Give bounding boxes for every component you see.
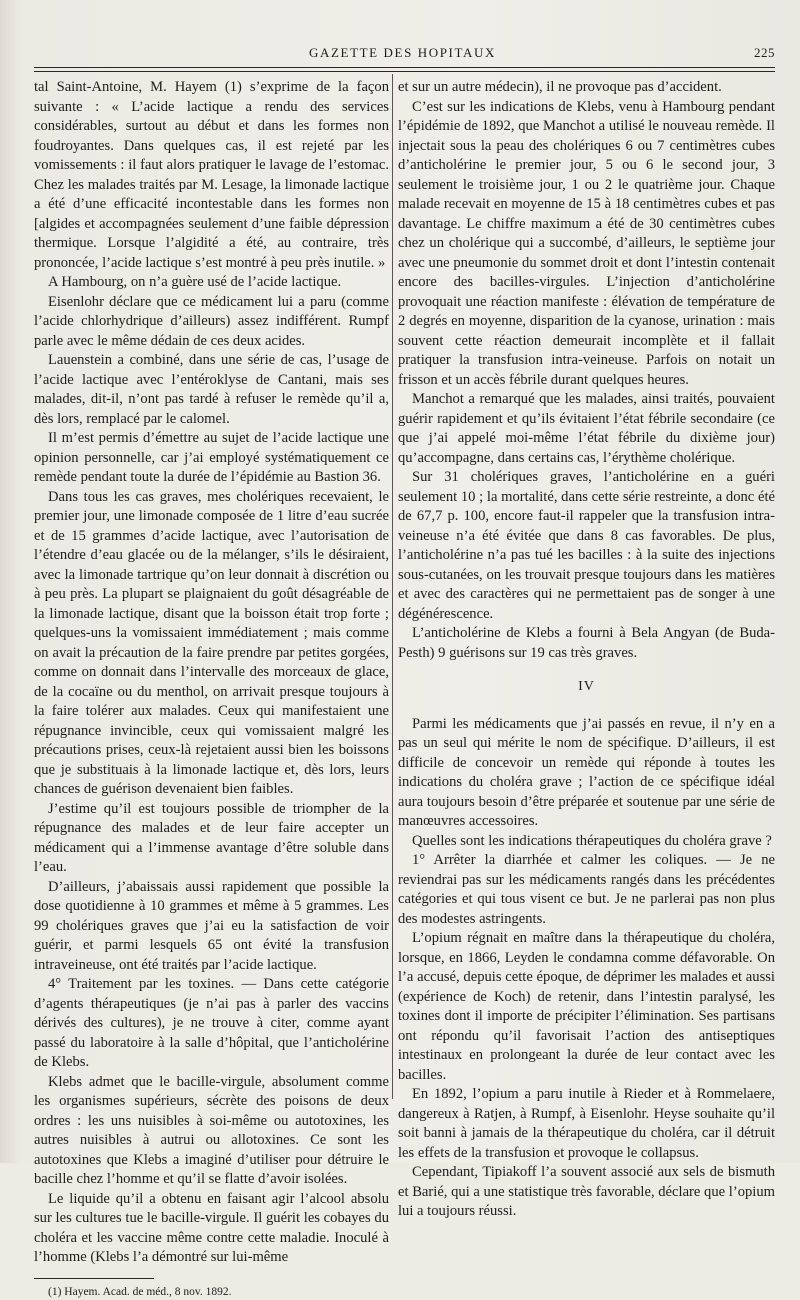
paragraph: Parmi les médicaments que j’ai passés en revue, il n’y en a pas un seul qui mérite le nom de spécifique. D’ailleurs, il est difficile de concevoir un remède qui réponde à toutes les indications du choléra grave ; l’action de ce spécifique idéal aura toujours besoin d’être préparée et soutenue par une série de manœuvres accessoires. bbox=[398, 715, 775, 829]
paragraph: Klebs admet que le bacille-virgule, absolument comme les organismes supérieurs, sécrète des poisons de deux ordres : les uns nuisibles à soi-même ou autotoxines, les autres nuisibles à autrui ou allotoxines. Ce sont les autotoxines que Klebs a imaginé d’utiliser pour détruire le bacille chez l’homme et qu’il se flatte d’avoir isolées. bbox=[34, 1073, 389, 1187]
paragraph: En 1892, l’opium a paru inutile à Rieder et à Rommelaere, dangereux à Ratjen, à Rumpf, à Eisenlohr. Heyse souhaite qu’il soit banni à jamais de la thérapeutique du choléra, car il détruit les effets de la transfusion et provoque le collapsus. bbox=[398, 1086, 775, 1161]
footnote-rule bbox=[34, 1278, 154, 1279]
paragraph: Quelles sont les indications thérapeutiques du choléra grave ? bbox=[412, 832, 772, 849]
paragraph: A Hambourg, on n’a guère usé de l’acide lactique. bbox=[48, 274, 342, 290]
paragraph: J’estime qu’il est toujours possible de triompher de la répugnance des malades et de leur faire accepter un médicament qui a l’immense avantage d’être soluble dans l’eau. bbox=[34, 800, 389, 875]
paragraph: 4° Traitement par les toxines. — Dans cette catégorie d’agents thérapeutiques (je n’ai pas à parler des vaccins dérivés des cultures), je ne trouve à citer, comme ayant passé du laboratoire à la salle d’hôpital, que l’anticholérine de Klebs. bbox=[34, 976, 389, 1070]
header-rule-thin bbox=[34, 71, 775, 72]
paragraph: Sur 31 cholériques graves, l’anticholérine en a guéri seulement 10 ; la mortalité, dans cette série restreinte, a donc été de 67,7 p. 100, encore faut-il rappeler que la transfusion intra-veineuse n’a été évitée que dans 8 cas favorables. De plus, l’anticholérine n’a pas tué les bacilles : à la suite des injections sous-cutanées, on les trouvait presque toujours dans les matières et avec des caractères qui ne permettaient pas de songer à une dégénérescence. bbox=[398, 469, 775, 622]
footnote: (1) Hayem. Acad. de méd., 8 nov. 1892. bbox=[48, 1285, 232, 1298]
paragraph: Manchot a remarqué que les malades, ainsi traités, pouvaient guérir rapidement et qu’ils évitaient l’état fébrile secondaire (ce que j’ai appelé moi-même l’état fébrile du dixième jour) qu’accompagne, dans certains cas, l’érythème cholérique. bbox=[398, 391, 775, 466]
paragraph: Eisenlohr déclare que ce médicament lui a paru (comme l’acide chlorhydrique d’ailleurs) assez indifférent. Rumpf parle avec le même dédain de ces deux acides. bbox=[34, 293, 389, 349]
paragraph: D’ailleurs, j’abaissais aussi rapidement que possible la dose quotidienne à 10 grammes et même à 5 grammes. Les 99 cholériques graves que j’ai eu la satisfaction de voir guérir, et parmi lesquels 65 ont évité la transfusion intraveineuse, ont été traités par l’acide lactique. bbox=[34, 878, 389, 973]
column-divider bbox=[392, 74, 393, 1099]
header-rule-thick bbox=[34, 67, 775, 68]
section-heading: IV bbox=[578, 679, 595, 694]
paragraph: L’opium régnait en maître dans la thérapeutique du choléra, lorsque, en 1866, Leyden le condamna comme défavorable. On l’a accusé, depuis cette époque, de déprimer les malades et aussi (expérience de Koch) de retenir, dans l’intestin paralysé, les toxines dont il importe de précipiter l’élimination. Ses partisans ont répondu qu’il favorisait l’action des antiseptiques intestinaux en prolongeant la durée de leur contact avec les bacilles. bbox=[398, 930, 775, 1083]
paragraph: Lauenstein a combiné, dans une série de cas, l’usage de l’acide lactique avec l’entéroklyse de Cantani, mais ses malades, dit-il, n’ont pas tardé à refuser le remède qu’il a, dès lors, remplacé par le calomel. bbox=[34, 352, 389, 427]
paragraph: et sur un autre médecin), il ne provoque pas d’accident. bbox=[398, 79, 722, 95]
paragraph: L’anticholérine de Klebs a fourni à Bela Angyan (de Buda-Pesth) 9 guérisons sur 19 cas très graves. bbox=[398, 625, 775, 661]
paragraph: tal Saint-Antoine, M. Hayem (1) s’exprime de la façon suivante : « L’acide lactique a rendu des services considérables, surtout au début et dans les formes non foudroyantes. Dans quelques cas, il est rejeté par les vomissements : il faut alors pratiquer le lavage de l’estomac. Chez les malades traités par M. Lesage, la limonade lactique a été d’une efficacité incontestable dans les formes non [algides et accompagnées seulement d’une faible dépression thermique. Lorsque l’algidité a été, au contraire, très prononcée, l’acide lactique s’est montré à peu près inutile. » bbox=[34, 79, 389, 271]
left-column bbox=[34, 78, 389, 1300]
journal-title: GAZETTE DES HOPITAUX bbox=[309, 45, 496, 60]
right-column bbox=[398, 78, 775, 1222]
paragraph: Dans tous les cas graves, mes cholériques recevaient, le premier jour, une limonade composée de 1 litre d’eau sucrée et de 15 grammes d’acide lactique, avec l’autorisation de l’étendre d’eau glacée ou de la mélanger, s’ils le désiraient, avec la limonade tartrique qu’on leur donnait à discrétion ou à peu près. La plupart se plaignaient du goût désagréable de la limonade lactique, disant que la boisson était trop forte ; quelques-uns la vomissaient immédiatement ; mais comme on avait la précaution de la faire prendre par petites gorgées, comme on donnait dans l’intervalle des morceaux de glace, de la cocaïne ou du menthol, on arrivait presque toujours à la faire tolérer aux malades. Ceux qui manifestaient une répugnance invincible, ceux qui vomissaient malgré les précautions prises, ceux-là rejetaient aussi bien les boissons que je substituais à la limonade lactique et, dès lors, leurs chances de guérison devenaient bien faibles. bbox=[34, 488, 389, 797]
paragraph: 1° Arrêter la diarrhée et calmer les coliques. — Je ne reviendrai pas sur les médicaments rangés dans les précédentes catégories et qui tous visent ce but. Je ne parlerai pas non plus des modestes astringents. bbox=[398, 852, 775, 927]
running-header bbox=[30, 44, 775, 64]
paragraph: Le liquide qu’il a obtenu en faisant agir l’alcool absolu sur les cultures tue le bacille-virgule. Il guérit les cobayes du choléra et les vaccine même contre cette maladie. Inoculé à l’homme (Klebs l’a démontré sur lui-même bbox=[34, 1190, 389, 1265]
paragraph: Cependant, Tipiakoff l’a souvent associé aux sels de bismuth et Barié, qui a une statistique très favorable, déclare que l’opium lui a toujours réussi. bbox=[398, 1164, 775, 1219]
paragraph: C’est sur les indications de Klebs, venu à Hambourg pendant l’épidémie de 1892, que Manchot a utilisé le nouveau remède. Il injectait sous la peau des cholériques 6 ou 7 centimètres cubes d’anticholérine le premier jour, 5 ou 6 le second jour, 3 seulement le troisième jour, 1 ou 2 le quatrième jour. Chaque malade recevait en moyenne de 15 à 18 centimètres cubes et pas davantage. Le chiffre maximum a été de 30 centimètres cubes chez un cholérique qui a succombé, d’ailleurs, le septième jour avec une pneumonie du sommet droit et dont l’intestin contenait encore des bacilles-virgules. L’injection d’anticholérine provoquait une réaction manifeste : élévation de température de 2 degrés en moyenne, disparition de la cyanose, urination : mais souvent cette réaction demeurait incomplète et il fallait pratiquer la transfusion intra-veineuse. Parfois on notait un frisson et un accès fébrile durant quelques heures. bbox=[398, 98, 775, 388]
page-number: 225 bbox=[754, 45, 775, 60]
paragraph: Il m’est permis d’émettre au sujet de l’acide lactique une opinion personnelle, car j’ai employé systématiquement ce remède pendant toute la durée de l’épidémie au Bastion 36. bbox=[34, 430, 389, 485]
